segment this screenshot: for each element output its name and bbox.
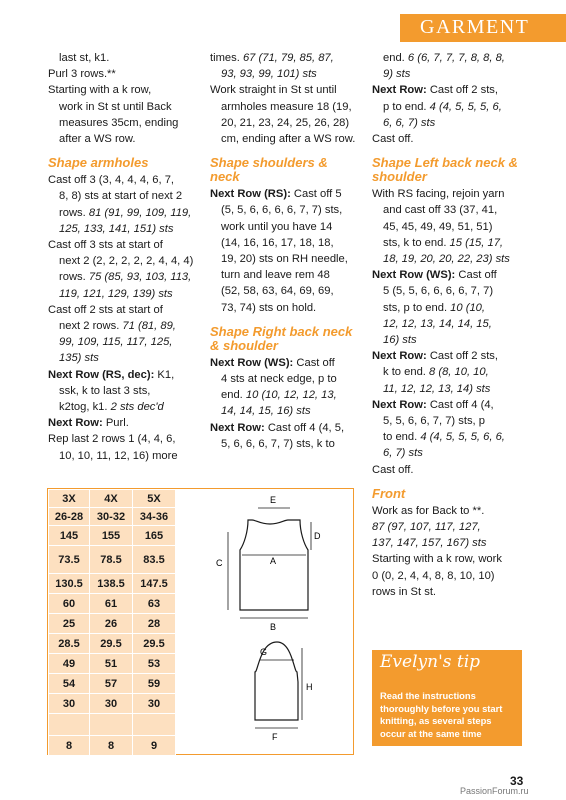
table-row bbox=[49, 614, 176, 634]
text-line: Next Row (WS): Cast off bbox=[372, 269, 497, 282]
text-line: p to end. 4 (4, 5, 5, 5, 6, bbox=[383, 100, 502, 113]
label-b: B bbox=[270, 622, 277, 632]
text-line: work until you have 14 bbox=[221, 220, 333, 233]
table-cell bbox=[90, 714, 133, 736]
text-line: sts, k to end. 15 (15, 17, bbox=[383, 236, 504, 249]
table-cell: 30-32 bbox=[90, 508, 133, 526]
table-cell: 51 bbox=[90, 654, 133, 674]
text-line: (52, 58, 63, 64, 69, 69, bbox=[221, 285, 334, 298]
col3-front bbox=[372, 503, 522, 600]
table-cell: 53 bbox=[133, 654, 176, 674]
text-line: Cast off 3 sts at start of bbox=[48, 239, 163, 252]
section-header bbox=[400, 14, 566, 42]
heading-front: Front bbox=[372, 485, 406, 501]
text-line: 4 sts at neck edge, p to bbox=[221, 373, 337, 386]
table-row bbox=[49, 594, 176, 614]
table-cell: 57 bbox=[90, 674, 133, 694]
text-line: 45, 45, 49, 49, 51, 51) bbox=[383, 220, 493, 233]
text-line: 8, 8) sts at start of next 2 bbox=[59, 190, 183, 203]
text-line: Cast off 3 (3, 4, 4, 4, 6, 7, bbox=[48, 174, 175, 187]
text-line: Next Row (WS): Cast off bbox=[210, 356, 335, 369]
text-line: 137, 147, 157, 167) sts bbox=[372, 537, 487, 550]
text-line: 125, 133, 141, 151) sts bbox=[59, 222, 174, 235]
table-cell: 138.5 bbox=[90, 574, 133, 594]
text-line: times. 67 (71, 79, 85, 87, bbox=[210, 52, 334, 64]
text-line: 6, 7) sts bbox=[383, 447, 423, 460]
table-row bbox=[49, 674, 176, 694]
table-cell: 61 bbox=[90, 594, 133, 614]
label-a: A bbox=[270, 556, 277, 566]
label-e: E bbox=[270, 495, 277, 505]
table-cell: 29.5 bbox=[133, 634, 176, 654]
table-row bbox=[49, 508, 176, 526]
table-cell: 28 bbox=[133, 614, 176, 634]
text-line: last st, k1. bbox=[59, 52, 110, 64]
size-table bbox=[48, 489, 176, 756]
text-line: turn and leave rem 48 bbox=[221, 269, 330, 282]
text-line: Next Row (RS): Cast off 5 bbox=[210, 188, 342, 201]
text-line: With RS facing, rejoin yarn bbox=[372, 188, 505, 201]
text-line: Starting with a k row, bbox=[48, 84, 152, 97]
table-cell: 26-28 bbox=[49, 508, 90, 526]
table-row bbox=[49, 694, 176, 714]
text-line: Rep last 2 rows 1 (4, 4, 6, bbox=[48, 433, 176, 446]
column-2 bbox=[210, 50, 360, 452]
tip-text: Read the instructions thoroughly before you start knitting, as several steps occur at the same time bbox=[380, 690, 503, 739]
table-cell bbox=[49, 714, 90, 736]
table-cell: 73.5 bbox=[49, 546, 90, 574]
table-cell: 78.5 bbox=[90, 546, 133, 574]
text-line: ssk, k to last 3 sts, bbox=[59, 384, 151, 397]
table-cell: 83.5 bbox=[133, 546, 176, 574]
heading-shape-armholes: Shape armholes bbox=[48, 155, 149, 171]
text-line: Cast off. bbox=[372, 133, 414, 146]
table-row bbox=[49, 634, 176, 654]
text-line: k2tog, k1. 2 sts dec'd bbox=[59, 401, 164, 414]
text-line: rows. 81 (91, 99, 109, 119, bbox=[59, 206, 192, 219]
text-line: 14, 14, 15, 16) sts bbox=[221, 405, 311, 418]
text-line: Next Row (RS, dec): K1, bbox=[48, 368, 175, 381]
text-line: 5, 5, 6, 6, 7, 7) sts, p bbox=[383, 415, 485, 428]
table-cell: 4X bbox=[90, 490, 133, 508]
text-line: 87 (97, 107, 117, 127, bbox=[372, 521, 481, 534]
table-cell: 60 bbox=[49, 594, 90, 614]
table-cell: 155 bbox=[90, 526, 133, 546]
text-line: Next Row: Purl. bbox=[48, 417, 129, 430]
table-row bbox=[49, 714, 176, 736]
text-line: rows in St st. bbox=[372, 585, 437, 598]
table-row bbox=[49, 546, 176, 574]
table-cell: 30 bbox=[49, 694, 90, 714]
table-cell: 30 bbox=[90, 694, 133, 714]
text-line: work in St st until Back bbox=[59, 100, 172, 113]
table-cell: 145 bbox=[49, 526, 90, 546]
table-cell: 147.5 bbox=[133, 574, 176, 594]
table-cell: 130.5 bbox=[49, 574, 90, 594]
text-line: end. 10 (10, 12, 12, 13, bbox=[221, 389, 337, 402]
text-line: 16) sts bbox=[383, 334, 417, 347]
col1-intro bbox=[48, 50, 198, 147]
text-line: Work straight in St st until bbox=[210, 84, 337, 97]
text-line: armholes measure 18 (19, bbox=[221, 100, 352, 113]
text-line: 5, 6, 6, 6, 7, 7) sts, k to bbox=[221, 437, 335, 450]
table-cell: 8 bbox=[49, 736, 90, 756]
text-line: Next Row: Cast off 2 sts, bbox=[372, 84, 499, 97]
page-number: 33 bbox=[510, 774, 524, 788]
text-line: sts, p to end. 10 (10, bbox=[383, 301, 486, 314]
table-cell bbox=[133, 714, 176, 736]
label-d: D bbox=[314, 531, 321, 541]
text-line: Cast off 2 sts at start of bbox=[48, 303, 163, 316]
text-line: k to end. 8 (8, 10, 10, bbox=[383, 366, 489, 379]
table-row bbox=[49, 736, 176, 756]
table-header-row bbox=[49, 490, 176, 508]
heading-shape-shoulders: Shape shoulders & neck bbox=[210, 155, 328, 185]
tip-title: Evelyn's tip bbox=[380, 652, 481, 672]
text-line: (5, 5, 6, 6, 6, 6, 7, 7) sts, bbox=[221, 204, 343, 217]
label-f: F bbox=[272, 732, 278, 742]
text-line: Cast off. bbox=[372, 463, 414, 476]
tip-box bbox=[372, 650, 522, 746]
table-cell: 34-36 bbox=[133, 508, 176, 526]
table-cell: 28.5 bbox=[49, 634, 90, 654]
text-line: 10, 10, 11, 12, 16) more bbox=[59, 449, 178, 462]
text-line: Purl 3 rows.** bbox=[48, 68, 116, 81]
heading-right-back-neck: Shape Right back neck & shoulder bbox=[210, 323, 353, 353]
text-line: Next Row: Cast off 2 sts, bbox=[372, 350, 499, 363]
text-line: 9) sts bbox=[383, 68, 411, 81]
col2-right bbox=[210, 355, 360, 452]
column-3 bbox=[372, 50, 522, 600]
text-line: after a WS row. bbox=[59, 133, 136, 146]
text-line: measures 35cm, ending bbox=[59, 116, 179, 129]
text-line: to end. 4 (4, 5, 5, 5, 6, 6, bbox=[383, 431, 505, 444]
col2-shoulders bbox=[210, 186, 360, 316]
text-line: next 2 (2, 2, 2, 2, 2, 4, 4, 4) bbox=[59, 255, 194, 268]
table-cell: 165 bbox=[133, 526, 176, 546]
text-line: rows. 75 (85, 93, 103, 113, bbox=[59, 271, 192, 284]
table-cell: 25 bbox=[49, 614, 90, 634]
table-cell: 26 bbox=[90, 614, 133, 634]
table-row bbox=[49, 654, 176, 674]
table-cell: 29.5 bbox=[90, 634, 133, 654]
table-cell: 3X bbox=[49, 490, 90, 508]
text-line: 119, 121, 129, 139) sts bbox=[59, 287, 173, 300]
heading-left-back-neck: Shape Left back neck & shoulder bbox=[372, 155, 518, 185]
table-cell: 9 bbox=[133, 736, 176, 756]
text-line: Next Row: Cast off 4 (4, bbox=[372, 398, 494, 411]
text-line: 12, 12, 13, 14, 14, 15, bbox=[383, 317, 492, 330]
table-cell: 49 bbox=[49, 654, 90, 674]
col3-left bbox=[372, 186, 522, 478]
text-line: Next Row: Cast off 4 (4, 5, bbox=[210, 421, 345, 434]
text-line: 20, 21, 23, 24, 25, 26, 28) bbox=[221, 116, 350, 129]
col1-armholes bbox=[48, 172, 198, 464]
text-line: Work as for Back to **. bbox=[372, 504, 485, 517]
text-line: (14, 16, 16, 17, 18, 18, bbox=[221, 236, 334, 249]
text-line: end. 6 (6, 7, 7, 7, 8, 8, 8, bbox=[383, 52, 505, 64]
text-line: 135) sts bbox=[59, 352, 99, 365]
text-line: Starting with a k row, work bbox=[372, 553, 502, 566]
text-line: 5 (5, 5, 6, 6, 6, 6, 7, 7) bbox=[383, 285, 494, 298]
label-g: G bbox=[260, 647, 268, 657]
table-row bbox=[49, 574, 176, 594]
col2-intro bbox=[210, 50, 360, 147]
text-line: 6, 6, 7) sts bbox=[383, 116, 436, 129]
table-cell: 59 bbox=[133, 674, 176, 694]
text-line: cm, ending after a WS row. bbox=[221, 133, 356, 146]
text-line: next 2 rows. 71 (81, 89, bbox=[59, 320, 176, 333]
table-cell: 8 bbox=[90, 736, 133, 756]
text-line: 73, 74) sts on hold. bbox=[221, 301, 317, 314]
text-line: 11, 12, 12, 13, 14) sts bbox=[383, 382, 491, 395]
col3-intro bbox=[372, 50, 522, 147]
table-cell: 54 bbox=[49, 674, 90, 694]
table-cell: 5X bbox=[133, 490, 176, 508]
text-line: 19, 20) sts on RH needle, bbox=[221, 253, 348, 266]
watermark: PassionForum.ru bbox=[460, 786, 529, 796]
text-line: and cast off 33 (37, 41, bbox=[383, 204, 498, 217]
table-row bbox=[49, 526, 176, 546]
schematic-diagram bbox=[200, 492, 350, 752]
table-cell: 63 bbox=[133, 594, 176, 614]
text-line: 0 (0, 2, 4, 4, 8, 8, 10, 10) bbox=[372, 569, 495, 582]
label-h: H bbox=[306, 682, 313, 692]
label-c: C bbox=[216, 558, 223, 568]
text-line: 99, 109, 115, 117, 125, bbox=[59, 336, 173, 349]
text-line: 18, 19, 20, 20, 22, 23) sts bbox=[383, 253, 510, 266]
section-title: GARMENT bbox=[420, 16, 530, 38]
column-1 bbox=[48, 50, 198, 464]
table-cell: 30 bbox=[133, 694, 176, 714]
text-line: 93, 93, 99, 101) sts bbox=[221, 68, 317, 81]
